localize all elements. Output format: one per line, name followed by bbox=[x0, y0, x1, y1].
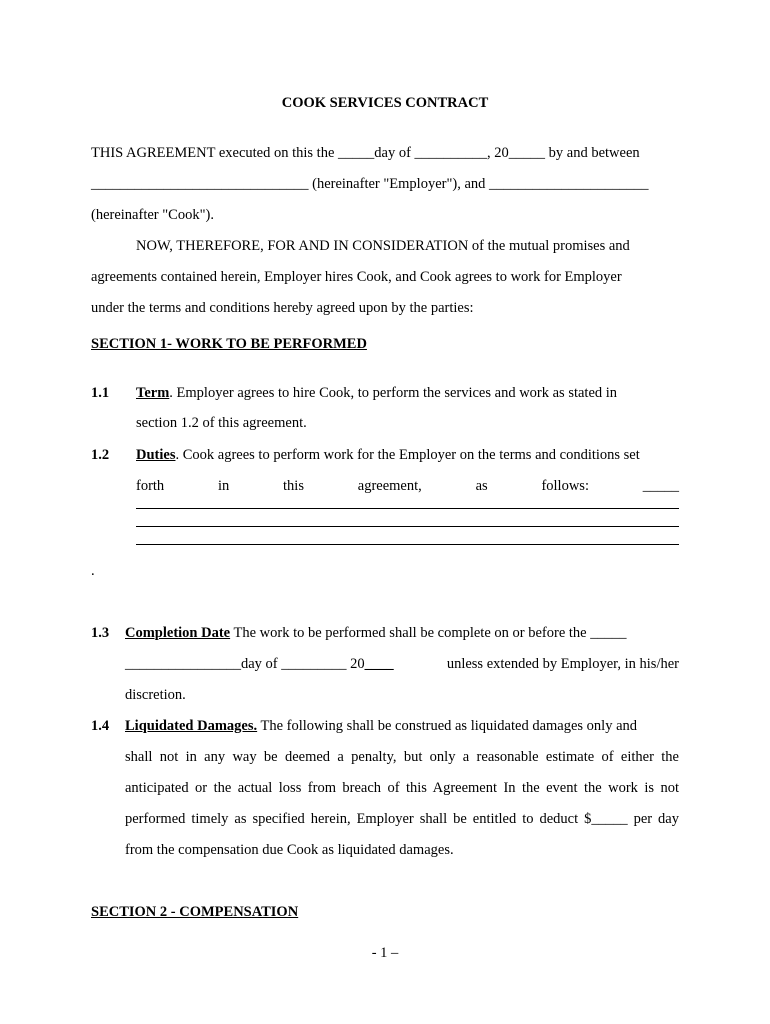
clause-1-2-number: 1.2 bbox=[91, 447, 110, 463]
clause-1-3-extension: unless extended by Employer, in his/her bbox=[446, 656, 679, 672]
clause-1-4-number: 1.4 bbox=[91, 718, 110, 734]
clause-1-1-number: 1.1 bbox=[91, 385, 110, 401]
duties-blank-line bbox=[136, 508, 679, 509]
clause-1-2-line-2 bbox=[136, 477, 679, 495]
clause-1-2-line-1 bbox=[136, 446, 640, 464]
clause-1-3-line-1 bbox=[125, 624, 626, 642]
recital-line-2: agreements contained herein, Employer hires Cook, and Cook agrees to work for Employer bbox=[91, 269, 622, 285]
clause-1-3-number: 1.3 bbox=[91, 625, 110, 641]
intro-line-1: THIS AGREEMENT executed on this the _____day of __________, 20_____ by and between bbox=[91, 145, 640, 161]
intro-line-2: ______________________________ (hereinafter "Employer"), and ______________________ bbox=[91, 176, 649, 192]
clause-1-3-heading: Completion Date bbox=[125, 625, 231, 641]
section-1-heading: SECTION 1- WORK TO BE PERFORMED bbox=[91, 336, 367, 352]
clause-1-4-heading: Liquidated Damages. bbox=[125, 718, 258, 734]
section-2-heading: SECTION 2 - COMPENSATION bbox=[91, 904, 299, 920]
clause-1-1-line-1 bbox=[136, 384, 617, 402]
word: as bbox=[475, 478, 488, 494]
clause-1-4-text: The following shall be construed as liquidated damages only and bbox=[257, 718, 638, 734]
word: agreement, bbox=[357, 478, 422, 494]
intro-line-3: (hereinafter "Cook"). bbox=[91, 207, 214, 223]
document-title: COOK SERVICES CONTRACT bbox=[281, 95, 489, 111]
clause-1-3-text: The work to be performed shall be complete on or before the _____ bbox=[230, 625, 627, 641]
stray-period: . bbox=[91, 563, 95, 579]
clause-1-4-line-3: anticipated or the actual loss from breach of this Agreement In the event the work is not bbox=[125, 780, 679, 796]
clause-1-1-heading: Term bbox=[136, 385, 170, 401]
clause-1-2-text: . Cook agrees to perform work for the Employer on the terms and conditions set bbox=[175, 447, 640, 463]
clause-1-3-line-2 bbox=[125, 655, 679, 673]
recital-line-3: under the terms and conditions hereby agreed upon by the parties: bbox=[91, 300, 474, 316]
clause-1-4-line-1 bbox=[125, 717, 637, 735]
clause-1-1-text: . Employer agrees to hire Cook, to perform the services and work as stated in bbox=[169, 385, 618, 401]
clause-1-3-line-3: discretion. bbox=[125, 687, 186, 703]
word: this bbox=[283, 478, 304, 494]
year-blank: ____ bbox=[364, 656, 394, 672]
word: follows: bbox=[541, 478, 589, 494]
word: forth bbox=[136, 478, 165, 494]
clause-1-2-heading: Duties bbox=[136, 447, 176, 463]
clause-1-4-line-5: from the compensation due Cook as liquidated damages. bbox=[125, 842, 454, 858]
clause-1-3-date-blanks: ________________day of _________ 20____ bbox=[125, 656, 394, 672]
clause-1-1-line-2: section 1.2 of this agreement. bbox=[136, 415, 307, 431]
duties-blank-line bbox=[136, 544, 679, 545]
recital-line-1: NOW, THEREFORE, FOR AND IN CONSIDERATION of the mutual promises and bbox=[136, 238, 630, 254]
clause-1-4-line-2: shall not in any way be deemed a penalty, but only a reasonable estimate of either the bbox=[125, 749, 679, 765]
page-number: - 1 – bbox=[371, 945, 399, 961]
clause-1-4-line-4: performed timely as specified herein, Employer shall be entitled to deduct $_____ per day bbox=[125, 811, 679, 827]
duties-blank-line bbox=[136, 526, 679, 527]
word: _____ bbox=[642, 478, 679, 494]
word: in bbox=[217, 478, 230, 494]
